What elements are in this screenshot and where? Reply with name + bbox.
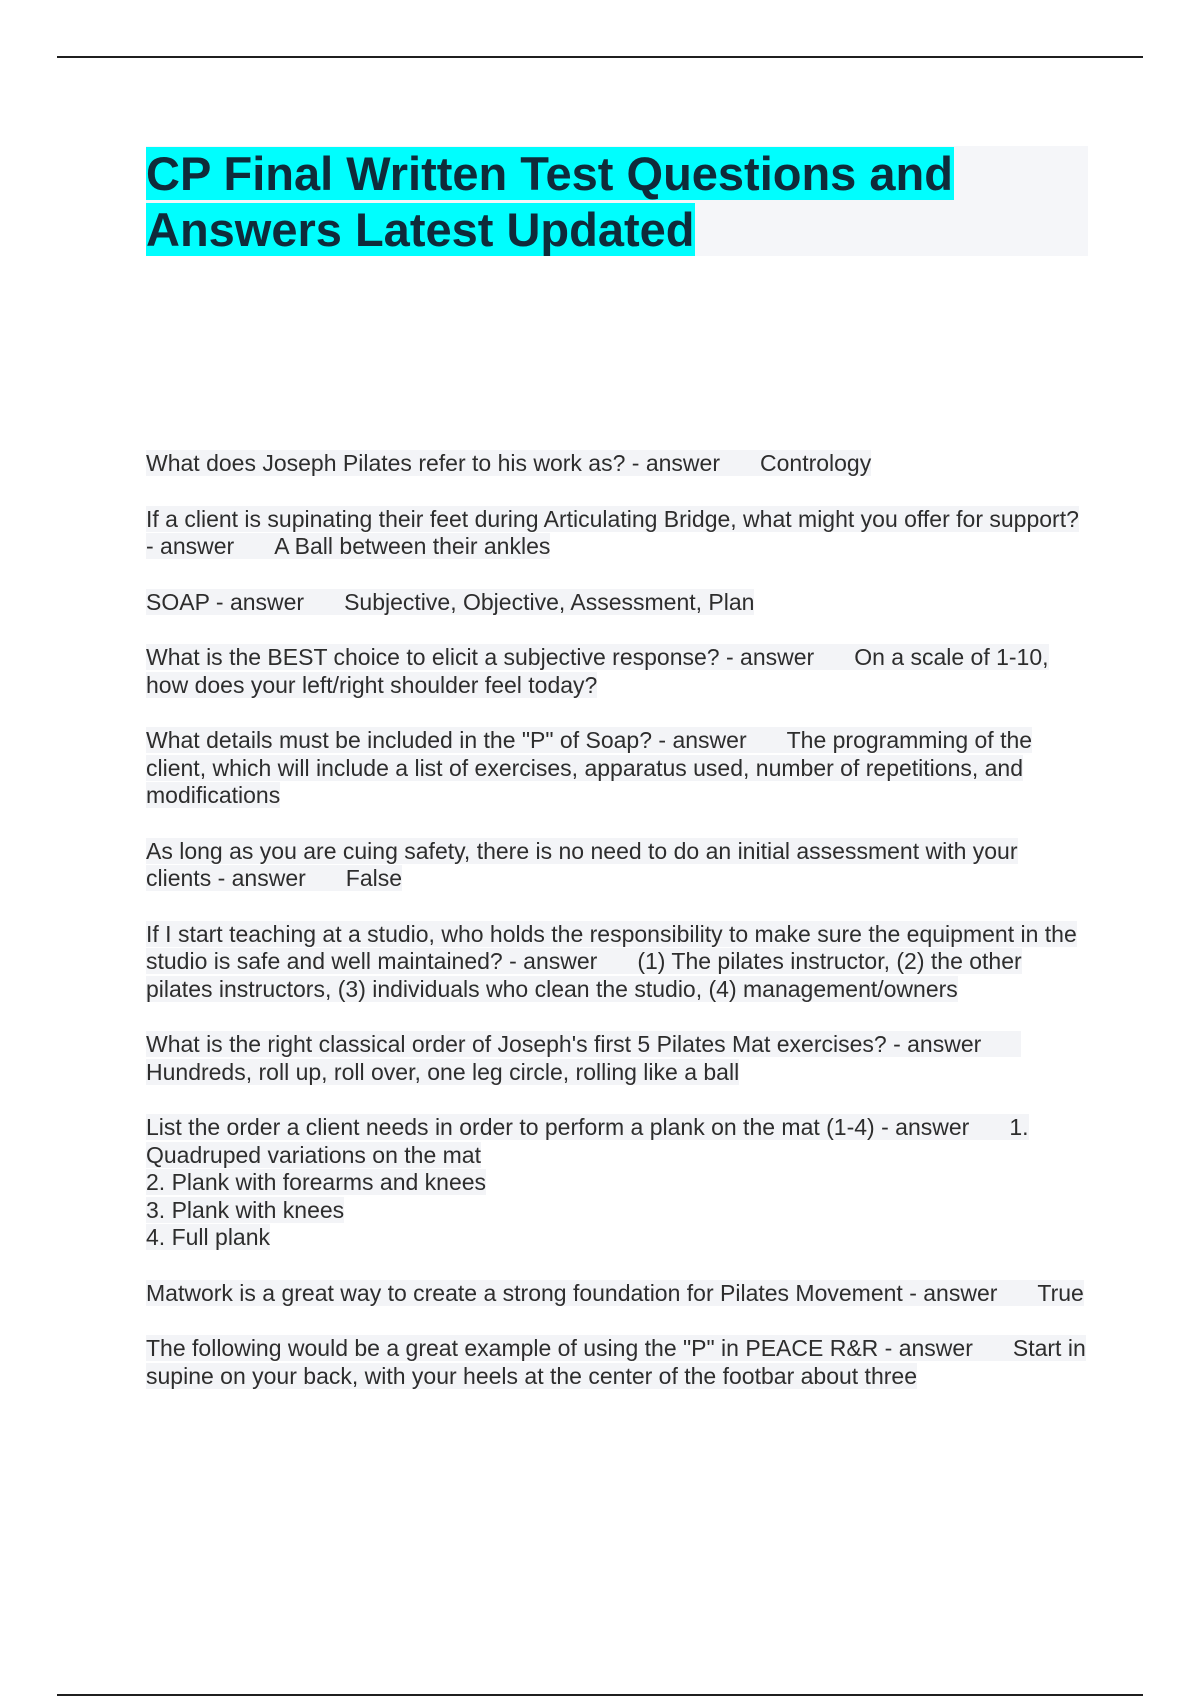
question-text: What does Joseph Pilates refer to his work as? xyxy=(146,450,626,476)
qa-item xyxy=(146,644,1086,699)
question-text: SOAP xyxy=(146,588,210,615)
answer-marker: - answer xyxy=(215,588,305,615)
answer-list-item xyxy=(146,1197,1086,1225)
question-text: List the order a client needs in order to perform a plank on the mat (1-4) xyxy=(146,1114,875,1140)
qa-item xyxy=(146,589,1086,617)
answer-marker: - answer xyxy=(509,948,598,974)
answer-marker: - answer xyxy=(893,1031,982,1057)
answer-list-item xyxy=(146,1224,1086,1252)
qa-text xyxy=(146,589,754,615)
answer-marker: - answer xyxy=(884,1335,973,1361)
answer-text: True xyxy=(1037,1279,1084,1306)
answer-text: 1. Quadruped variations on the mat xyxy=(146,1114,1029,1168)
qa-text xyxy=(146,644,1049,698)
answer-text: Start in supine on your back, with your heels at the center of the footbar about three xyxy=(146,1335,1086,1389)
question-text: As long as you are cuing safety, there is no need to do an initial assessment with your clients xyxy=(146,837,1018,891)
qa-text xyxy=(146,1280,1084,1306)
answer-list-text: 4. Full plank xyxy=(146,1224,271,1250)
page-title: CP Final Written Test Questions and Answers Latest Updated xyxy=(146,147,953,256)
answer-text: On a scale of 1-10, how does your left/right shoulder feel today? xyxy=(146,644,1049,698)
answer-marker: - answer xyxy=(725,644,815,670)
qa-item xyxy=(146,921,1086,1004)
qa-text xyxy=(146,450,871,476)
answer-marker: - answer xyxy=(881,1114,970,1140)
qa-item xyxy=(146,1280,1086,1308)
answer-marker: - answer xyxy=(658,727,747,753)
answer-marker: - answer xyxy=(909,1279,998,1306)
title-block xyxy=(146,146,1088,256)
qa-list xyxy=(146,450,1086,1418)
answer-text: False xyxy=(345,865,403,891)
qa-text xyxy=(146,1114,1029,1168)
question-text: If a client is supinating their feet during Articulating Bridge, what might you offer for support? xyxy=(146,505,1079,532)
qa-item xyxy=(146,838,1086,893)
qa-item xyxy=(146,450,1086,478)
qa-text xyxy=(146,838,1018,892)
question-text: The following would be a great example of using the "P" in PEACE R&R xyxy=(146,1335,879,1361)
answer-marker: - answer xyxy=(631,450,720,476)
qa-text xyxy=(146,727,1032,808)
answer-text: A Ball between their ankles xyxy=(274,533,551,559)
qa-text xyxy=(146,1335,1086,1389)
question-text: What details must be included in the "P" of Soap? xyxy=(146,727,653,753)
qa-item xyxy=(146,506,1086,561)
question-text: Matwork is a great way to create a strong foundation for Pilates Movement xyxy=(146,1279,903,1306)
qa-text xyxy=(146,1031,1021,1085)
answer-text: Hundreds, roll up, roll over, one leg circle, rolling like a ball xyxy=(146,1058,740,1085)
answer-text: (1) The pilates instructor, (2) the other pilates instructors, (3) individuals who clean the studio, (4) management/owners xyxy=(146,948,1022,1002)
answer-text: Subjective, Objective, Assessment, Plan xyxy=(344,588,755,615)
answer-list-text: 3. Plank with knees xyxy=(146,1196,345,1223)
answer-marker: - answer xyxy=(146,533,235,559)
answer-text: The programming of the client, which will include a list of exercises, apparatus used, number of repetitions, and modifications xyxy=(146,727,1033,808)
answer-text: Contrology xyxy=(760,450,872,476)
question-text: What is the BEST choice to elicit a subjective response? xyxy=(146,644,720,670)
qa-item xyxy=(146,1114,1086,1252)
answer-marker: - answer xyxy=(217,865,306,891)
qa-item xyxy=(146,1335,1086,1390)
answer-list-text: 2. Plank with forearms and knees xyxy=(146,1169,487,1195)
qa-text xyxy=(146,506,1079,560)
bottom-divider xyxy=(57,1694,1143,1696)
question-text: If I start teaching at a studio, who holds the responsibility to make sure the equipment in the studio is safe and well maintained? xyxy=(146,920,1077,974)
question-text: What is the right classical order of Joseph's first 5 Pilates Mat exercises? xyxy=(146,1031,887,1057)
qa-item xyxy=(146,727,1086,810)
qa-text xyxy=(146,921,1077,1002)
answer-list-item xyxy=(146,1169,1086,1197)
qa-item xyxy=(146,1031,1086,1086)
top-divider xyxy=(57,56,1143,58)
